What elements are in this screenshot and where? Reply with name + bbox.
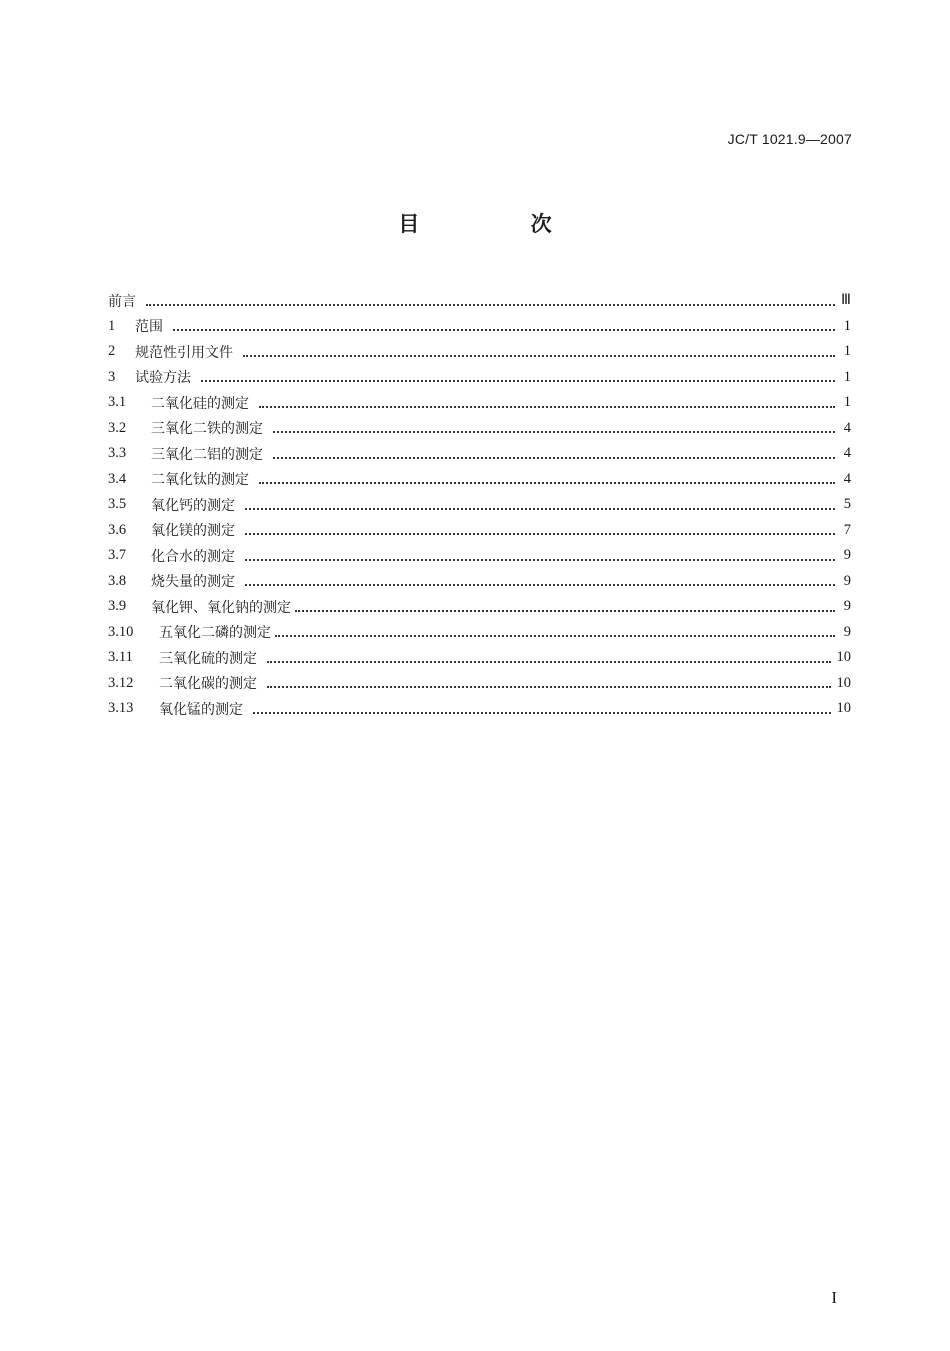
toc-entry-page: 1 [843, 317, 851, 334]
toc-leader-dots [245, 508, 835, 510]
toc-entry-3-11[interactable] [108, 645, 851, 671]
toc-entry-3-13[interactable] [108, 696, 851, 722]
toc-entry-number: 3.11 [108, 649, 133, 666]
toc-entry-label: 氧化锰的测定 [159, 701, 243, 718]
toc-entry-page: 10 [836, 649, 851, 666]
toc-leader-dots [173, 329, 835, 331]
toc-leader-dots [253, 712, 831, 714]
toc-entry-3-7[interactable] [108, 543, 851, 569]
toc-entry-number: 1 [108, 317, 116, 334]
toc-entry-label: 二氧化碳的测定 [159, 676, 257, 693]
toc-entry-3-5[interactable] [108, 492, 851, 518]
table-of-contents [108, 288, 851, 722]
toc-leader-dots [146, 304, 835, 306]
toc-entry-page: 1 [843, 368, 851, 385]
toc-entry-number: 3.13 [108, 700, 134, 717]
toc-entry-label: 氧化钾、氧化钠的测定 [151, 599, 291, 616]
toc-entry-page: 10 [836, 674, 851, 691]
toc-entry-3-9[interactable] [108, 594, 851, 620]
toc-entry-number: 3.8 [108, 572, 127, 589]
toc-entry-page: 4 [843, 419, 851, 436]
toc-leader-dots [267, 686, 831, 688]
toc-entry-2[interactable] [108, 339, 851, 365]
toc-entry-3-4[interactable] [108, 467, 851, 493]
toc-leader-dots [245, 559, 835, 561]
toc-leader-dots [201, 380, 835, 382]
toc-entry-page: 9 [843, 623, 851, 640]
toc-entry-label: 二氧化硅的测定 [151, 395, 249, 412]
toc-leader-dots [267, 661, 831, 663]
toc-entry-3-3[interactable] [108, 441, 851, 467]
toc-entry-3[interactable] [108, 365, 851, 391]
toc-leader-dots [273, 431, 835, 433]
toc-entry-3-10[interactable] [108, 620, 851, 646]
toc-entry-number: 3.7 [108, 547, 127, 564]
toc-entry-page: 1 [843, 343, 851, 360]
toc-entry-3-2[interactable] [108, 416, 851, 442]
toc-leader-dots [273, 457, 835, 459]
toc-entry-label: 氧化镁的测定 [151, 523, 235, 540]
toc-title: 目 次 [398, 212, 604, 236]
toc-entry-page: 9 [843, 598, 851, 615]
toc-entry-number: 2 [108, 343, 116, 360]
toc-entry-number: 3.6 [108, 521, 127, 538]
toc-entry-label: 三氧化二铁的测定 [151, 421, 263, 438]
toc-entry-number: 3.10 [108, 623, 134, 640]
toc-entry-label: 三氧化硫的测定 [159, 650, 257, 667]
toc-entry-page: 4 [843, 470, 851, 487]
toc-entry-3-8[interactable] [108, 569, 851, 595]
toc-entry-number: 3.5 [108, 496, 127, 513]
toc-entry-number: 3.4 [108, 470, 127, 487]
toc-entry-3-12[interactable] [108, 671, 851, 697]
toc-entry-foreword[interactable] [108, 288, 851, 314]
toc-entry-number: 3.2 [108, 419, 127, 436]
toc-entry-page: 1 [843, 394, 851, 411]
toc-leader-dots [275, 635, 835, 637]
toc-entry-label: 范围 [135, 319, 163, 336]
toc-entry-page: 7 [843, 521, 851, 538]
toc-entry-page: 5 [843, 496, 851, 513]
toc-entry-number: 3.3 [108, 445, 127, 462]
toc-entry-label: 化合水的测定 [151, 548, 235, 565]
toc-entry-page: Ⅲ [841, 292, 851, 309]
toc-leader-dots [243, 355, 835, 357]
toc-entry-3-6[interactable] [108, 518, 851, 544]
toc-leader-dots [245, 533, 835, 535]
toc-entry-label: 规范性引用文件 [135, 344, 233, 361]
toc-leader-dots [245, 584, 835, 586]
toc-entry-label: 氧化钙的测定 [151, 497, 235, 514]
toc-leader-dots [259, 406, 835, 408]
toc-entry-label: 前言 [108, 293, 136, 310]
toc-entry-page: 4 [843, 445, 851, 462]
toc-entry-label: 试验方法 [135, 370, 191, 387]
toc-entry-label: 五氧化二磷的测定 [159, 625, 271, 642]
toc-entry-label: 烧失量的测定 [151, 574, 235, 591]
toc-leader-dots [259, 482, 835, 484]
toc-entry-label: 二氧化钛的测定 [151, 472, 249, 489]
toc-entry-1[interactable] [108, 314, 851, 340]
toc-entry-number: 3.12 [108, 674, 134, 691]
toc-entry-page: 9 [843, 572, 851, 589]
standard-code: JC/T 1021.9—2007 [727, 131, 852, 147]
page-number: I [831, 1288, 837, 1307]
toc-entry-number: 3.1 [108, 394, 127, 411]
toc-leader-dots [295, 610, 835, 612]
toc-entry-page: 10 [836, 700, 851, 717]
toc-entry-3-1[interactable] [108, 390, 851, 416]
toc-entry-number: 3 [108, 368, 116, 385]
toc-entry-page: 9 [843, 547, 851, 564]
toc-entry-number: 3.9 [108, 598, 127, 615]
toc-entry-label: 三氧化二铝的测定 [151, 446, 263, 463]
